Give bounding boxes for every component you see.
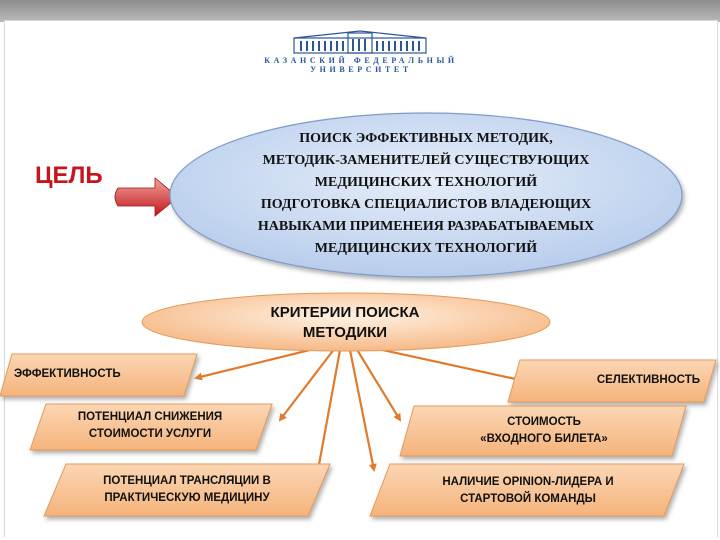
label-opinion-leader-line-2: СТАРТОВОЙ КОМАНДЫ — [460, 493, 596, 505]
label-entry-cost-line-1: СТОИМОСТЬ — [507, 416, 581, 428]
label-selectivity — [540, 372, 700, 389]
criteria-title-line-1: КРИТЕРИИ ПОИСКА — [270, 304, 420, 321]
goal-line-4: ПОДГОТОВКА СПЕЦИАЛИСТОВ ВЛАДЕЮЩИХ — [260, 197, 592, 212]
label-effectiveness — [14, 366, 164, 383]
label-cost-reduction — [40, 409, 260, 443]
arrow-to-translation — [318, 350, 340, 470]
goal-label: ЦЕЛЬ — [35, 162, 103, 189]
goal-line-5: НАВЫКАМИ ПРИМЕНЕИЯ РАЗРАБАТЫВАЕМЫХ — [257, 219, 595, 234]
label-translation-line-1: ПОТЕНЦИАЛ ТРАНСЛЯЦИИ В — [103, 475, 271, 487]
goal-line-6: МЕДИЦИНСКИХ ТЕХНОЛОГИЙ — [314, 241, 538, 256]
criteria-title-line-2: МЕТОДИКИ — [302, 324, 388, 341]
label-opinion-leader — [386, 474, 670, 508]
label-translation — [60, 473, 314, 507]
goal-line-3: МЕДИЦИНСКИХ ТЕХНОЛОГИЙ — [314, 175, 538, 190]
goal-text — [176, 128, 676, 260]
label-translation-line-2: ПРАКТИЧЕСКУЮ МЕДИЦИНУ — [104, 492, 270, 504]
criteria-title — [190, 303, 500, 343]
label-effectiveness-line-1: ЭФФЕКТИВНОСТЬ — [14, 368, 121, 380]
university-name: КАЗАНСКИЙ ФЕДЕРАЛЬНЫЙ УНИВЕРСИТЕТ — [264, 56, 458, 74]
goal-line-1: ПОИСК ЭФФЕКТИВНЫХ МЕТОДИК, — [299, 131, 553, 146]
label-entry-cost — [410, 414, 678, 448]
goal-line-2: МЕТОДИК-ЗАМЕНИТЕЛЕЙ СУЩЕСТВУЮЩИХ — [262, 153, 590, 168]
label-entry-cost-line-2: «ВХОДНОГО БИЛЕТА» — [480, 433, 608, 445]
goal-arrow-icon — [115, 178, 178, 216]
arrow-to-opinion-leader — [350, 350, 374, 470]
arrow-to-cost-reduction — [280, 348, 335, 420]
label-cost-reduction-line-2: СТОИМОСТИ УСЛУГИ — [88, 428, 212, 440]
label-cost-reduction-line-1: ПОТЕНЦИАЛ СНИЖЕНИЯ — [77, 411, 223, 423]
label-selectivity-line-1: СЕЛЕКТИВНОСТЬ — [596, 374, 700, 386]
label-opinion-leader-line-1: НАЛИЧИЕ OPINION-ЛИДЕРА И — [442, 476, 614, 488]
